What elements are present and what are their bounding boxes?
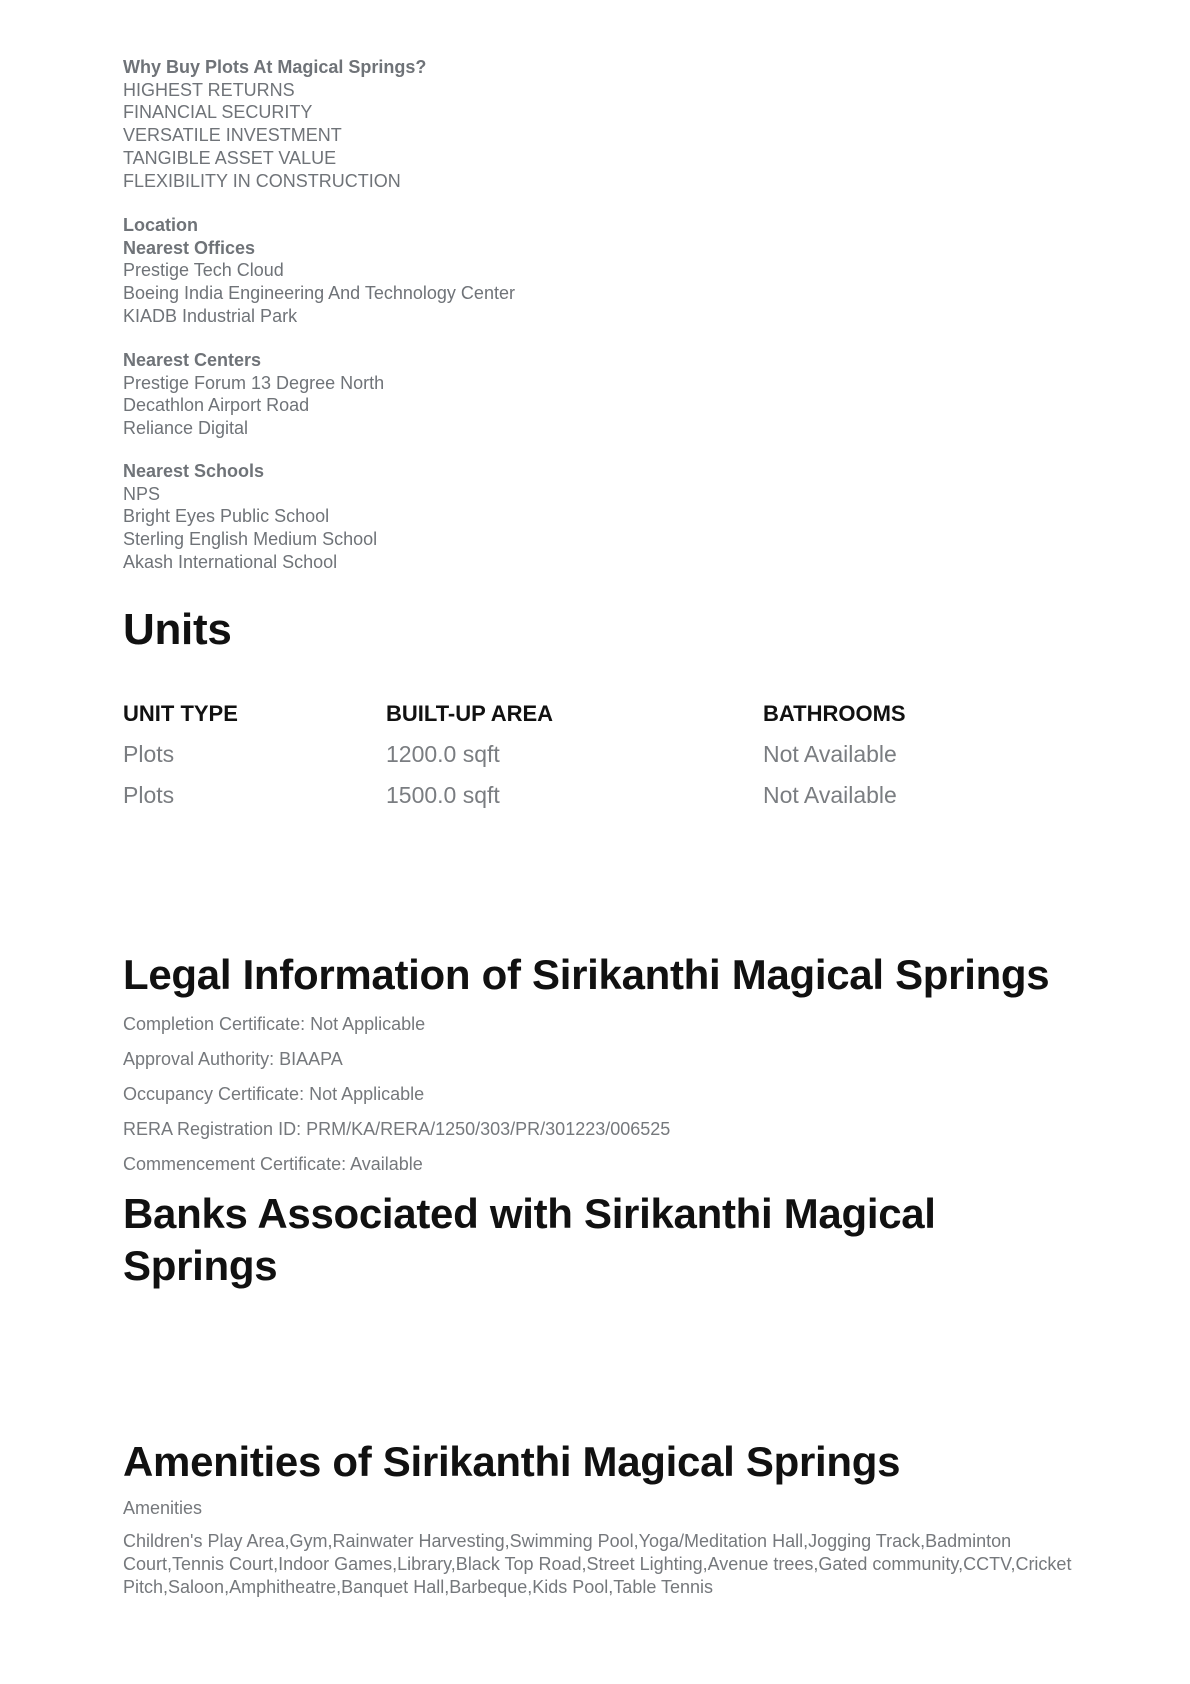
why-buy-item: HIGHEST RETURNS [123, 79, 295, 100]
why-buy-item: TANGIBLE ASSET VALUE [123, 147, 337, 168]
office-item: Boeing India Engineering And Technology Center [123, 283, 515, 304]
amenities-list: Children's Play Area,Gym,Rainwater Harvesting,Swimming Pool,Yoga/Meditation Hall,Jogging Track,Badminton Court,Tennis Court,Indoor Games,Library,Black Top Road,Street Lighting,Avenue trees,Gated community,CCTV,Cricket Pitch,Saloon,Amphitheatre,Banquet Hall,Barbeque,Kids Pool,Table Tennis [123, 1531, 1072, 1597]
legal-rera-id: RERA Registration ID: PRM/KA/RERA/1250/303/PR/301223/006525 [123, 1119, 671, 1139]
column-header-bathrooms: BATHROOMS [763, 701, 906, 726]
schools-title: Nearest Schools [123, 461, 265, 481]
legal-heading: Legal Information of Sirikanthi Magical Springs [123, 951, 1050, 998]
office-item: KIADB Industrial Park [123, 305, 298, 326]
why-buy-section [123, 56, 426, 192]
table-cell-unit-type: Plots [123, 741, 175, 767]
table-cell-unit-type: Plots [123, 782, 175, 808]
column-header-built-up-area: BUILT-UP AREA [386, 701, 554, 726]
units-heading: Units [123, 605, 232, 654]
banks-heading-line1: Banks Associated with Sirikanthi Magical [123, 1190, 936, 1237]
location-title: Location [123, 215, 198, 235]
school-item: Sterling English Medium School [123, 529, 378, 550]
nearest-centers-section [123, 349, 384, 440]
column-header-unit-type: UNIT TYPE [123, 701, 238, 726]
legal-approval-authority: Approval Authority: BIAAPA [123, 1049, 343, 1069]
center-item: Prestige Forum 13 Degree North [123, 372, 385, 393]
legal-completion-certificate: Completion Certificate: Not Applicable [123, 1014, 426, 1034]
why-buy-item: FLEXIBILITY IN CONSTRUCTION [123, 170, 401, 191]
centers-title: Nearest Centers [123, 350, 262, 370]
nearest-schools-section [123, 460, 377, 574]
table-cell-built-up-area: 1500.0 sqft [386, 782, 500, 808]
center-item: Decathlon Airport Road [123, 395, 310, 416]
school-item: NPS [123, 483, 161, 504]
location-offices-section [123, 214, 515, 328]
table-cell-bathrooms: Not Available [763, 782, 897, 808]
office-item: Prestige Tech Cloud [123, 260, 284, 281]
banks-heading [123, 1188, 936, 1292]
school-item: Akash International School [123, 551, 338, 572]
table-cell-bathrooms: Not Available [763, 741, 897, 767]
why-buy-title: Why Buy Plots At Magical Springs? [123, 57, 427, 77]
table-cell-built-up-area: 1200.0 sqft [386, 741, 500, 767]
why-buy-item: VERSATILE INVESTMENT [123, 125, 342, 146]
school-item: Bright Eyes Public School [123, 506, 330, 527]
offices-title: Nearest Offices [123, 237, 256, 258]
legal-occupancy-certificate: Occupancy Certificate: Not Applicable [123, 1084, 425, 1104]
amenities-heading: Amenities of Sirikanthi Magical Springs [123, 1438, 901, 1485]
banks-heading-line2: Springs [123, 1242, 278, 1289]
center-item: Reliance Digital [123, 418, 249, 439]
why-buy-item: FINANCIAL SECURITY [123, 102, 313, 123]
legal-commencement-certificate: Commencement Certificate: Available [123, 1154, 423, 1174]
amenities-label: Amenities [123, 1498, 203, 1518]
